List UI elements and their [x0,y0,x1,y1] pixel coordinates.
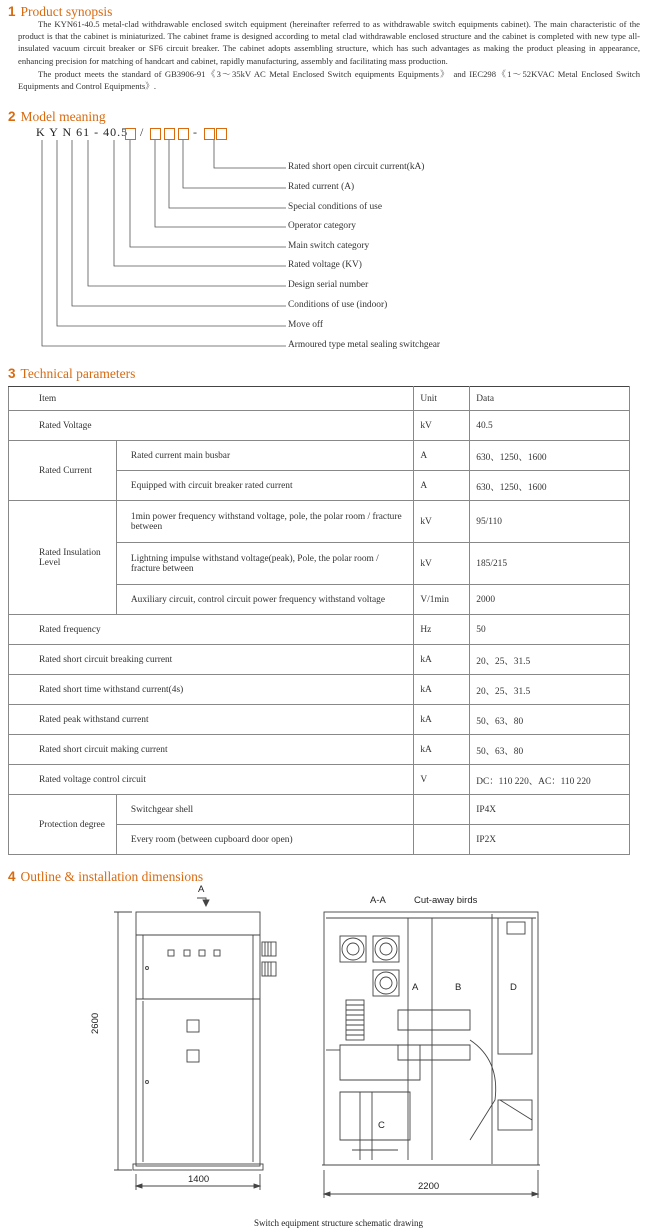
room-label-d: D [510,982,517,993]
row-data: 20、25、31.5 [470,645,630,675]
section-2-title: Model meaning [20,109,106,124]
drawing-caption: Switch equipment structure schematic drawing [254,1218,423,1228]
label-conditions-of-use: Conditions of use (indoor) [288,300,388,310]
row-item: Rated peak withstand current [9,705,414,735]
row-item: Rated short circuit breaking current [9,645,414,675]
model-dash: - [193,125,197,139]
header-data: Data [470,387,630,411]
section-1-number: 1 [8,4,16,19]
header-unit: Unit [414,387,470,411]
row-data: 50、63、80 [470,735,630,765]
row-unit: kV [414,501,470,543]
label-move-off: Move off [288,320,323,330]
row-sub: Every room (between cupboard door open) [116,825,413,855]
row-unit: kA [414,705,470,735]
row-item: Rated Voltage [9,411,414,441]
group-item: Rated Insulation Level [9,501,117,615]
label-design-serial-number: Design serial number [288,280,369,290]
width-dimension-left: 1400 [188,1174,210,1185]
row-sub: Switchgear shell [116,795,413,825]
section-4-number: 4 [8,869,16,884]
section-3-number: 3 [8,366,16,381]
row-data: 50、63、80 [470,705,630,735]
section-3-title: Technical parameters [20,366,136,381]
row-sub: Equipped with circuit breaker rated current [116,471,413,501]
row-unit: V/1min [414,585,470,615]
model-slash: / [140,125,144,139]
row-item: Rated voltage control circuit [9,765,414,795]
row-data: DC：110 220、AC：110 220 [470,765,630,795]
row-data: 95/110 [470,501,630,543]
row-data: 50 [470,615,630,645]
label-main-switch-category: Main switch category [288,241,370,251]
group-item: Rated Current [9,441,117,501]
label-rated-voltage: Rated voltage (KV) [288,260,362,270]
row-data: 185/215 [470,543,630,585]
row-unit: kV [414,543,470,585]
label-rated-short-open-circuit-current: Rated short open circuit current(kA) [288,162,425,172]
row-unit: Hz [414,615,470,645]
label-operator-category: Operator category [288,221,356,231]
row-sub: 1min power frequency withstand voltage, pole, the polar room / fracture between [116,501,413,543]
row-sub: Auxiliary circuit, control circuit power frequency withstand voltage [116,585,413,615]
room-label-b: B [455,982,462,993]
label-rated-current: Rated current (A) [288,182,355,192]
height-dimension: 2600 [90,1012,101,1034]
section-2-number: 2 [8,109,16,124]
row-sub: Lightning impulse withstand voltage(peak), Pole, the polar room / fracture between [116,543,413,585]
row-sub: Rated current main busbar [116,441,413,471]
row-item: Rated short time withstand current(4s) [9,675,414,705]
room-label-a: A [412,982,419,993]
row-data: 20、25、31.5 [470,675,630,705]
drawing-title-aa: A-A [370,895,386,906]
section-mark-a: A [198,884,205,895]
room-label-c: C [378,1120,385,1131]
row-unit: kA [414,645,470,675]
synopsis-paragraph-1: The KYN61-40.5 metal-clad withdrawable enclosed switch equipment (hereinafter referred to as withdrawable switch equipments cabinet). The main characteristic of the product is that the cabinet is miniaturized. The cabinet frame is designed according to metal clad withdrawable enclosed structure and the cabinet is completed with new type all-insulated vacuum circuit breaker or SF6 circuit breaker. The cabinet adopts assembling structure, which has such advantages as making the product pleasing in appearance, enhancing precision for matching of handcart and cabinet, rapidly manufacturing, assembly and facilitating mass production. [18,19,640,66]
group-item: Protection degree [9,795,117,855]
row-data: 40.5 [470,411,630,441]
label-special-conditions: Special conditions of use [288,202,382,212]
row-unit: V [414,765,470,795]
row-data: 2000 [470,585,630,615]
row-unit: kA [414,675,470,705]
row-unit: A [414,441,470,471]
section-4-title: Outline & installation dimensions [20,869,204,884]
row-data: 630、1250、1600 [470,471,630,501]
row-unit: kV [414,411,470,441]
synopsis-paragraph-2: The product meets the standard of GB3906-91《3～35kV AC Metal Enclosed Switch equipments Equipments》 and IEC298《1～52KVAC Metal Enclosed Switch Equipments and Control Equipments》. [18,68,640,92]
row-data: 630、1250、1600 [470,441,630,471]
row-data: IP4X [470,795,630,825]
row-unit: kA [414,735,470,765]
model-code: K Y N 61 - 40.5 [36,125,129,139]
drawing-subtitle: Cut-away birds [414,895,478,906]
header-item: Item [9,387,414,411]
label-armoured-type: Armoured type metal sealing switchgear [288,340,441,350]
section-1-title: Product synopsis [20,4,113,19]
row-data: IP2X [470,825,630,855]
row-item: Rated short circuit making current [9,735,414,765]
width-dimension-right: 2200 [418,1181,440,1192]
row-item: Rated frequency [9,615,414,645]
row-unit: A [414,471,470,501]
